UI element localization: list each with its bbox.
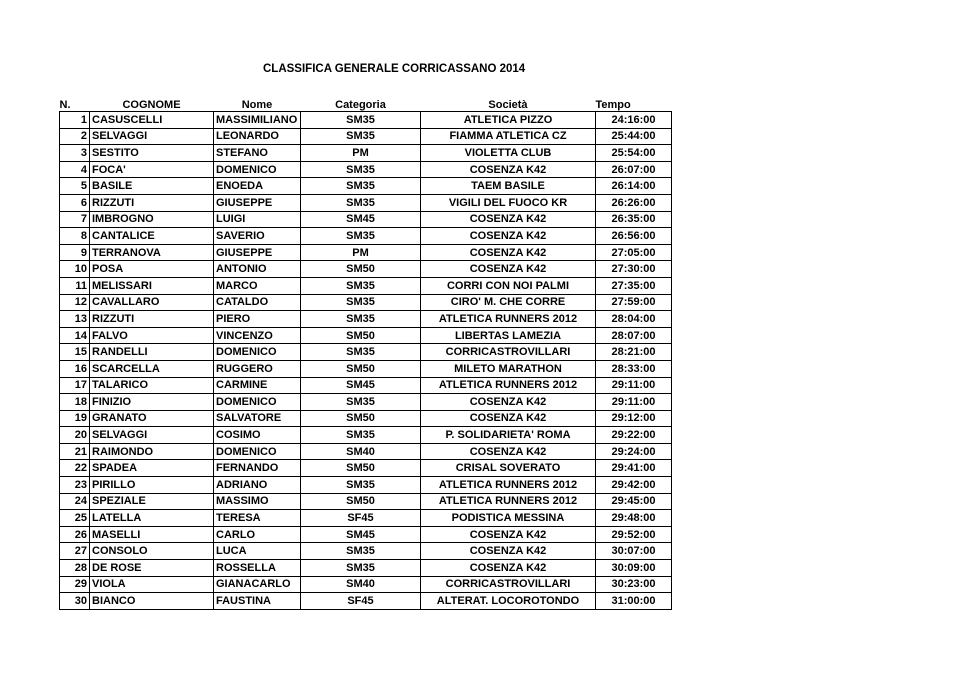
table-row xyxy=(60,161,672,178)
cell-categoria: SM45 xyxy=(301,377,421,394)
cell-number: 16 xyxy=(60,360,90,377)
cell-societa: P. SOLIDARIETA' ROMA xyxy=(421,427,596,444)
table-row xyxy=(60,543,672,560)
cell-cognome: TERRANOVA xyxy=(90,244,214,261)
cell-categoria: SM35 xyxy=(301,477,421,494)
cell-categoria: SM50 xyxy=(301,261,421,278)
cell-nome: LUCA xyxy=(214,543,301,560)
cell-tempo: 29:42:00 xyxy=(596,477,672,494)
cell-nome: GIUSEPPE xyxy=(214,194,301,211)
cell-societa: COSENZA K42 xyxy=(421,261,596,278)
cell-cognome: MELISSARI xyxy=(90,277,214,294)
cell-categoria: SF45 xyxy=(301,510,421,527)
cell-categoria: SM35 xyxy=(301,427,421,444)
cell-cognome: GRANATO xyxy=(90,410,214,427)
cell-societa: MILETO MARATHON xyxy=(421,360,596,377)
table-row xyxy=(60,327,672,344)
table-row xyxy=(60,560,672,577)
table-row xyxy=(60,593,672,610)
cell-number: 13 xyxy=(60,311,90,328)
cell-cognome: SELVAGGI xyxy=(90,427,214,444)
cell-number: 5 xyxy=(60,178,90,195)
cell-categoria: SM40 xyxy=(301,576,421,593)
cell-cognome: SCARCELLA xyxy=(90,360,214,377)
cell-tempo: 30:23:00 xyxy=(596,576,672,593)
cell-number: 24 xyxy=(60,493,90,510)
cell-nome: SAVERIO xyxy=(214,228,301,245)
table-row xyxy=(60,194,672,211)
table-header xyxy=(60,96,672,112)
cell-nome: ROSSELLA xyxy=(214,560,301,577)
cell-societa: LIBERTAS LAMEZIA xyxy=(421,327,596,344)
cell-categoria: SM50 xyxy=(301,460,421,477)
cell-societa: CIRO' M. CHE CORRE xyxy=(421,294,596,311)
cell-number: 17 xyxy=(60,377,90,394)
cell-categoria: SM50 xyxy=(301,327,421,344)
table-row xyxy=(60,510,672,527)
cell-number: 11 xyxy=(60,277,90,294)
cell-tempo: 26:14:00 xyxy=(596,178,672,195)
cell-categoria: SM35 xyxy=(301,311,421,328)
cell-nome: GIUSEPPE xyxy=(214,244,301,261)
cell-nome: RUGGERO xyxy=(214,360,301,377)
cell-societa: COSENZA K42 xyxy=(421,526,596,543)
cell-cognome: BASILE xyxy=(90,178,214,195)
cell-societa: COSENZA K42 xyxy=(421,228,596,245)
cell-nome: GIANACARLO xyxy=(214,576,301,593)
cell-nome: LEONARDO xyxy=(214,128,301,145)
table-row xyxy=(60,244,672,261)
cell-number: 15 xyxy=(60,344,90,361)
cell-cognome: LATELLA xyxy=(90,510,214,527)
table-row xyxy=(60,211,672,228)
cell-nome: FAUSTINA xyxy=(214,593,301,610)
cell-number: 20 xyxy=(60,427,90,444)
cell-nome: COSIMO xyxy=(214,427,301,444)
table-row xyxy=(60,477,672,494)
cell-cognome: SPEZIALE xyxy=(90,493,214,510)
cell-number: 29 xyxy=(60,576,90,593)
cell-nome: DOMENICO xyxy=(214,394,301,411)
cell-number: 23 xyxy=(60,477,90,494)
table-row xyxy=(60,294,672,311)
cell-categoria: SM35 xyxy=(301,194,421,211)
cell-societa: CRISAL SOVERATO xyxy=(421,460,596,477)
table-row xyxy=(60,145,672,162)
cell-number: 22 xyxy=(60,460,90,477)
cell-categoria: SF45 xyxy=(301,593,421,610)
header-cognome: COGNOME xyxy=(122,99,181,111)
cell-tempo: 28:33:00 xyxy=(596,360,672,377)
cell-number: 9 xyxy=(60,244,90,261)
cell-categoria: SM45 xyxy=(301,211,421,228)
cell-cognome: RIZZUTI xyxy=(90,311,214,328)
cell-societa: TAEM BASILE xyxy=(421,178,596,195)
cell-tempo: 27:30:00 xyxy=(596,261,672,278)
cell-tempo: 27:35:00 xyxy=(596,277,672,294)
cell-nome: DOMENICO xyxy=(214,344,301,361)
cell-cognome: PIRILLO xyxy=(90,477,214,494)
cell-tempo: 29:12:00 xyxy=(596,410,672,427)
cell-categoria: PM xyxy=(301,244,421,261)
cell-tempo: 27:59:00 xyxy=(596,294,672,311)
cell-categoria: SM50 xyxy=(301,493,421,510)
cell-societa: ATLETICA RUNNERS 2012 xyxy=(421,477,596,494)
cell-categoria: SM35 xyxy=(301,112,421,129)
cell-number: 1 xyxy=(60,112,90,129)
cell-number: 19 xyxy=(60,410,90,427)
cell-cognome: CONSOLO xyxy=(90,543,214,560)
table-row xyxy=(60,410,672,427)
cell-nome: VINCENZO xyxy=(214,327,301,344)
cell-societa: CORRI CON NOI PALMI xyxy=(421,277,596,294)
cell-nome: SALVATORE xyxy=(214,410,301,427)
results-table xyxy=(59,96,672,610)
table-row xyxy=(60,394,672,411)
cell-cognome: TALARICO xyxy=(90,377,214,394)
header-tempo: Tempo xyxy=(595,99,631,111)
cell-number: 30 xyxy=(60,593,90,610)
table-row xyxy=(60,443,672,460)
table-row xyxy=(60,228,672,245)
cell-number: 21 xyxy=(60,443,90,460)
table-row xyxy=(60,112,672,129)
cell-cognome: CASUSCELLI xyxy=(90,112,214,129)
cell-number: 12 xyxy=(60,294,90,311)
cell-societa: CORRICASTROVILLARI xyxy=(421,576,596,593)
cell-societa: COSENZA K42 xyxy=(421,443,596,460)
cell-cognome: MASELLI xyxy=(90,526,214,543)
cell-societa: COSENZA K42 xyxy=(421,410,596,427)
cell-cognome: IMBROGNO xyxy=(90,211,214,228)
cell-societa: COSENZA K42 xyxy=(421,560,596,577)
table-row xyxy=(60,261,672,278)
cell-tempo: 29:52:00 xyxy=(596,526,672,543)
cell-nome: STEFANO xyxy=(214,145,301,162)
cell-cognome: SPADEA xyxy=(90,460,214,477)
cell-societa: ATLETICA PIZZO xyxy=(421,112,596,129)
cell-number: 8 xyxy=(60,228,90,245)
cell-tempo: 28:21:00 xyxy=(596,344,672,361)
cell-number: 28 xyxy=(60,560,90,577)
cell-tempo: 29:11:00 xyxy=(596,394,672,411)
cell-categoria: SM50 xyxy=(301,410,421,427)
cell-tempo: 26:56:00 xyxy=(596,228,672,245)
cell-nome: PIERO xyxy=(214,311,301,328)
cell-cognome: RIZZUTI xyxy=(90,194,214,211)
cell-tempo: 29:24:00 xyxy=(596,443,672,460)
cell-tempo: 29:11:00 xyxy=(596,377,672,394)
cell-societa: COSENZA K42 xyxy=(421,161,596,178)
cell-categoria: SM35 xyxy=(301,161,421,178)
cell-categoria: PM xyxy=(301,145,421,162)
cell-number: 6 xyxy=(60,194,90,211)
cell-nome: ANTONIO xyxy=(214,261,301,278)
cell-societa: PODISTICA MESSINA xyxy=(421,510,596,527)
table-row xyxy=(60,576,672,593)
cell-cognome: VIOLA xyxy=(90,576,214,593)
cell-tempo: 27:05:00 xyxy=(596,244,672,261)
cell-number: 2 xyxy=(60,128,90,145)
cell-categoria: SM35 xyxy=(301,228,421,245)
cell-cognome: CAVALLARO xyxy=(90,294,214,311)
cell-tempo: 29:48:00 xyxy=(596,510,672,527)
cell-nome: ENOEDA xyxy=(214,178,301,195)
table-row xyxy=(60,493,672,510)
cell-nome: MASSIMO xyxy=(214,493,301,510)
table-row xyxy=(60,128,672,145)
cell-cognome: RAIMONDO xyxy=(90,443,214,460)
cell-societa: COSENZA K42 xyxy=(421,394,596,411)
table-row xyxy=(60,277,672,294)
cell-cognome: POSA xyxy=(90,261,214,278)
cell-cognome: DE ROSE xyxy=(90,560,214,577)
cell-tempo: 25:54:00 xyxy=(596,145,672,162)
cell-categoria: SM50 xyxy=(301,360,421,377)
header-row xyxy=(60,96,672,112)
cell-societa: VIOLETTA CLUB xyxy=(421,145,596,162)
cell-societa: ATLETICA RUNNERS 2012 xyxy=(421,311,596,328)
cell-tempo: 28:07:00 xyxy=(596,327,672,344)
cell-nome: DOMENICO xyxy=(214,443,301,460)
cell-nome: LUIGI xyxy=(214,211,301,228)
cell-number: 18 xyxy=(60,394,90,411)
cell-number: 26 xyxy=(60,526,90,543)
cell-categoria: SM35 xyxy=(301,128,421,145)
cell-categoria: SM35 xyxy=(301,277,421,294)
cell-societa: ALTERAT. LOCOROTONDO xyxy=(421,593,596,610)
cell-cognome: FOCA' xyxy=(90,161,214,178)
cell-nome: DOMENICO xyxy=(214,161,301,178)
cell-cognome: BIANCO xyxy=(90,593,214,610)
cell-cognome: CANTALICE xyxy=(90,228,214,245)
cell-tempo: 30:09:00 xyxy=(596,560,672,577)
cell-nome: FERNANDO xyxy=(214,460,301,477)
cell-nome: MARCO xyxy=(214,277,301,294)
cell-nome: ADRIANO xyxy=(214,477,301,494)
cell-cognome: SELVAGGI xyxy=(90,128,214,145)
cell-tempo: 26:07:00 xyxy=(596,161,672,178)
cell-tempo: 29:45:00 xyxy=(596,493,672,510)
cell-societa: ATLETICA RUNNERS 2012 xyxy=(421,377,596,394)
cell-tempo: 31:00:00 xyxy=(596,593,672,610)
table-body xyxy=(60,112,672,610)
header-categoria: Categoria xyxy=(335,99,386,111)
cell-tempo: 25:44:00 xyxy=(596,128,672,145)
cell-societa: ATLETICA RUNNERS 2012 xyxy=(421,493,596,510)
cell-nome: CATALDO xyxy=(214,294,301,311)
cell-nome: TERESA xyxy=(214,510,301,527)
cell-societa: CORRICASTROVILLARI xyxy=(421,344,596,361)
table-row xyxy=(60,460,672,477)
cell-cognome: FALVO xyxy=(90,327,214,344)
cell-tempo: 30:07:00 xyxy=(596,543,672,560)
cell-societa: COSENZA K42 xyxy=(421,211,596,228)
cell-categoria: SM35 xyxy=(301,344,421,361)
cell-societa: COSENZA K42 xyxy=(421,543,596,560)
table-row xyxy=(60,377,672,394)
cell-number: 3 xyxy=(60,145,90,162)
table-row xyxy=(60,526,672,543)
cell-number: 4 xyxy=(60,161,90,178)
cell-categoria: SM35 xyxy=(301,543,421,560)
cell-tempo: 28:04:00 xyxy=(596,311,672,328)
cell-societa: VIGILI DEL FUOCO KR xyxy=(421,194,596,211)
cell-societa: COSENZA K42 xyxy=(421,244,596,261)
cell-number: 10 xyxy=(60,261,90,278)
cell-cognome: FINIZIO xyxy=(90,394,214,411)
document-title: CLASSIFICA GENERALE CORRICASSANO 2014 xyxy=(263,63,526,75)
cell-tempo: 24:16:00 xyxy=(596,112,672,129)
header-nome: Nome xyxy=(241,99,273,111)
header-number: N. xyxy=(59,99,71,111)
cell-societa: FIAMMA ATLETICA CZ xyxy=(421,128,596,145)
table-row xyxy=(60,344,672,361)
cell-number: 7 xyxy=(60,211,90,228)
table-row xyxy=(60,178,672,195)
cell-tempo: 26:35:00 xyxy=(596,211,672,228)
cell-tempo: 26:26:00 xyxy=(596,194,672,211)
cell-nome: CARMINE xyxy=(214,377,301,394)
cell-cognome: SESTITO xyxy=(90,145,214,162)
cell-nome: MASSIMILIANO xyxy=(214,112,301,129)
cell-categoria: SM35 xyxy=(301,178,421,195)
cell-categoria: SM35 xyxy=(301,394,421,411)
cell-tempo: 29:22:00 xyxy=(596,427,672,444)
cell-cognome: RANDELLI xyxy=(90,344,214,361)
cell-number: 27 xyxy=(60,543,90,560)
header-societa: Società xyxy=(488,99,528,111)
cell-nome: CARLO xyxy=(214,526,301,543)
table-row xyxy=(60,360,672,377)
cell-categoria: SM40 xyxy=(301,443,421,460)
cell-tempo: 29:41:00 xyxy=(596,460,672,477)
cell-number: 14 xyxy=(60,327,90,344)
table-row xyxy=(60,427,672,444)
cell-categoria: SM35 xyxy=(301,560,421,577)
cell-number: 25 xyxy=(60,510,90,527)
cell-categoria: SM45 xyxy=(301,526,421,543)
table-row xyxy=(60,311,672,328)
cell-categoria: SM35 xyxy=(301,294,421,311)
